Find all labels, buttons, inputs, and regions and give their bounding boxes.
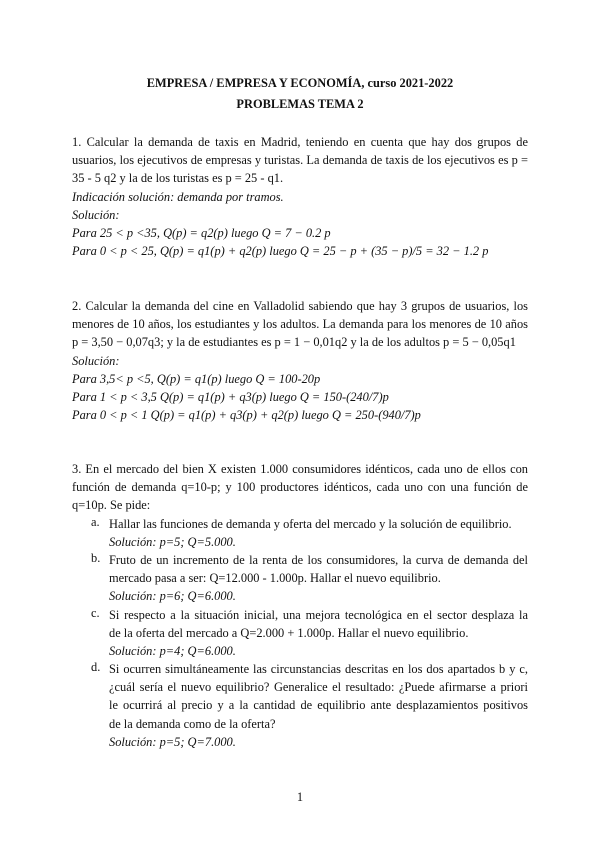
subitem-label: a. xyxy=(91,514,100,529)
subitem-label: b. xyxy=(91,550,101,565)
problem-3 xyxy=(72,460,528,751)
problem-1-solution: Para 25 < p <35, Q(p) = q2(p) luego Q = 7 − 0.2 p xyxy=(72,225,331,240)
problem-1-solution: Para 0 < p < 25, Q(p) = q1(p) + q2(p) luego Q = 25 − p + (35 − p)/5 = 32 − 1.2 p xyxy=(72,244,489,259)
problem-2-line: 2. Calcular la demanda del cine en Valladolid sabiendo que hay 3 grupos de usuarios, los xyxy=(72,299,528,313)
subitem-line: de la oferta del mercado a Q=2.000 + 1.000p. Hallar el nuevo equilibrio. xyxy=(109,625,469,640)
subitem-solution: Solución: p=5; Q=7.000. xyxy=(109,734,236,749)
problem-1-hint: Indicación solución: demanda por tramos. xyxy=(72,189,284,204)
problem-2-solution-label: Solución: xyxy=(72,353,120,368)
subitem-c xyxy=(91,606,528,661)
page-number: 1 xyxy=(296,790,304,804)
problem-1 xyxy=(72,133,528,260)
subitem-solution: Solución: p=4; Q=6.000. xyxy=(109,643,236,658)
subitem-line: Fruto de un incremento de la renta de los consumidores, la curva de demanda del xyxy=(109,552,528,567)
problem-1-line: 1. Calcular la demanda de taxis en Madrid, teniendo en cuenta que hay dos grupos de xyxy=(72,135,528,149)
problem-1-line: 35 - 5 q2 y la de los turistas es p = 25 - q1. xyxy=(72,171,284,186)
subitem-line: ¿cuál sería el nuevo equilibrio? Generalice el resultado: ¿Puede afirmarse a priori xyxy=(109,680,528,695)
subitem-a xyxy=(91,515,528,551)
subitem-line: le ocurrirá al precio y a la cantidad de equilibrio ante desplazamientos positivos xyxy=(109,698,528,713)
problem-2-solution: Para 0 < p < 1 Q(p) = q1(p) + q3(p) + q2(p) luego Q = 250-(940/7)p xyxy=(72,408,421,423)
problem-2-solution: Para 1 < p < 3,5 Q(p) = q1(p) + q3(p) luego Q = 150-(240/7)p xyxy=(72,389,389,404)
problem-1-line: usuarios, los ejecutivos de empresas y turistas. La demanda de taxis de los ejecutivos es p = xyxy=(72,153,528,168)
subitem-line: mercado pasa a ser: Q=12.000 - 1.000p. Hallar el nuevo equilibrio. xyxy=(109,571,441,586)
subitem-b xyxy=(91,551,528,606)
document-subtitle: PROBLEMAS TEMA 2 xyxy=(236,97,364,111)
subitem-line: Si respecto a la situación inicial, una mejora tecnológica en el sector desplaza la xyxy=(109,607,528,622)
problem-3-line: q=10p. Se pide: xyxy=(72,498,151,513)
problem-3-subitems xyxy=(91,515,528,751)
document-title: EMPRESA / EMPRESA Y ECONOMÍA, curso 2021-2022 xyxy=(146,76,454,90)
problem-2-line: p = 3,50 − 0,07q3; y la de estudiantes es p = 1 − 0,01q2 y la de los adultos p = 5 − 0,05q1 xyxy=(72,335,516,350)
subitem-solution: Solución: p=5; Q=5.000. xyxy=(109,534,236,549)
subitem-d xyxy=(91,660,528,751)
subitem-label: d. xyxy=(91,660,101,675)
subitem-label: c. xyxy=(91,605,100,620)
subitem-line: de la demanda como de la oferta? xyxy=(109,716,276,731)
problem-3-line: 3. En el mercado del bien X existen 1.000 consumidores idénticos, cada uno de ellos con xyxy=(72,462,528,476)
subitem-line: Hallar las funciones de demanda y oferta del mercado y la solución de equilibrio. xyxy=(109,516,512,531)
subitem-solution: Solución: p=6; Q=6.000. xyxy=(109,589,236,604)
problem-3-line: función de demanda q=10-p; y 100 productores idénticos, cada uno con una función de xyxy=(72,480,528,495)
problem-1-solution-label: Solución: xyxy=(72,207,120,222)
problem-2-line: menores de 10 años, los estudiantes y los adultos. La demanda para los menores de 10 años xyxy=(72,317,528,332)
problem-2-solution: Para 3,5< p <5, Q(p) = q1(p) luego Q = 100-20p xyxy=(72,371,321,386)
problem-2 xyxy=(72,297,528,424)
document-header xyxy=(0,76,600,118)
subitem-line: Si ocurren simultáneamente las circunstancias descritas en los dos apartados b y c, xyxy=(109,662,528,677)
